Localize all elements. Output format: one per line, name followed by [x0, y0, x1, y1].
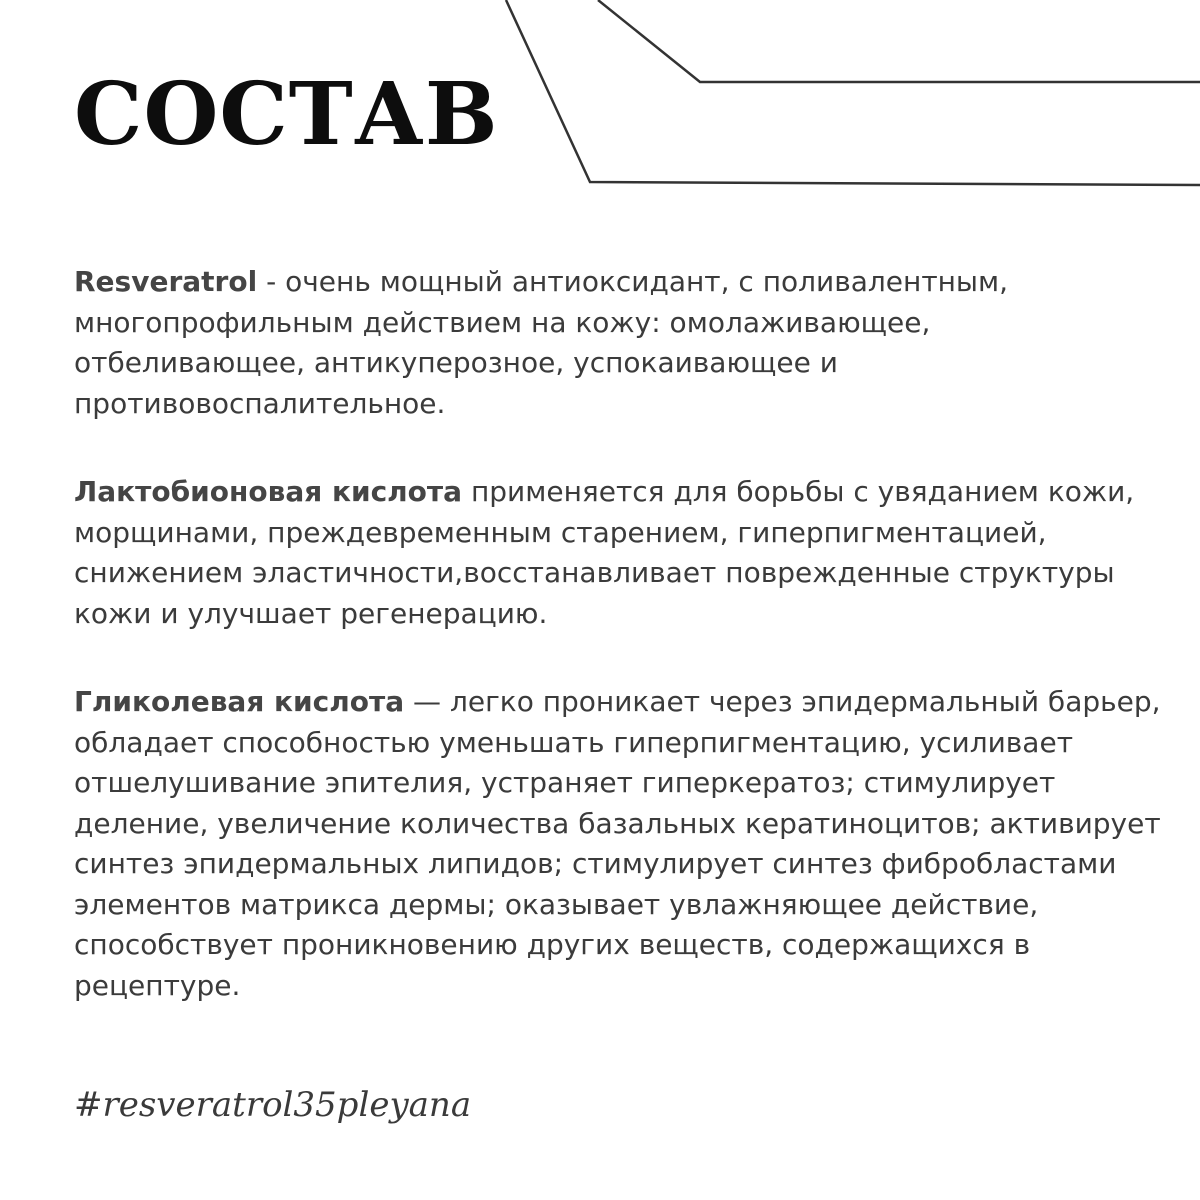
- ingredient-resveratrol: [74, 262, 1164, 424]
- hashtag: #resveratrol35pleyana: [74, 1085, 472, 1125]
- ingredient-description: - очень мощный антиоксидант, с поливалентным, многопрофильным действием на кожу: омолаживающее, отбеливающее, антикуперозное, успокаивающее и противовоспалительное.: [74, 265, 1009, 420]
- page-title: СОСТАВ: [74, 64, 499, 165]
- ingredient-description: применяется для борьбы с увяданием кожи, морщинами, преждевременным старением, гиперпигментацией, снижением эластичности,восстанавливает поврежденные структуры кожи и улучшает регенерацию.: [74, 475, 1135, 630]
- ingredient-lactobionic-acid: [74, 472, 1164, 634]
- ingredients-list: [74, 262, 1164, 1054]
- ingredient-glycolic-acid: [74, 682, 1164, 1006]
- ingredient-description: — легко проникает через эпидермальный барьер, обладает способностью уменьшать гиперпигментацию, усиливает отшелушивание эпителия, устраняет гиперкератоз; стимулирует деление, увеличение количества базальных кератиноцитов; активирует синтез эпидермальных липидов; стимулирует синтез фибробластами элементов матрикса дермы; оказывает увлажняющее действие, способствует проникновению других веществ, содержащихся в рецептуре.: [74, 685, 1161, 1002]
- ingredient-term: Resveratrol: [74, 265, 258, 298]
- ingredient-term: Гликолевая кислота: [74, 685, 405, 718]
- ingredient-term: Лактобионовая кислота: [74, 475, 463, 508]
- deco-line-lower: [506, 0, 1200, 185]
- deco-line-upper: [598, 0, 1200, 82]
